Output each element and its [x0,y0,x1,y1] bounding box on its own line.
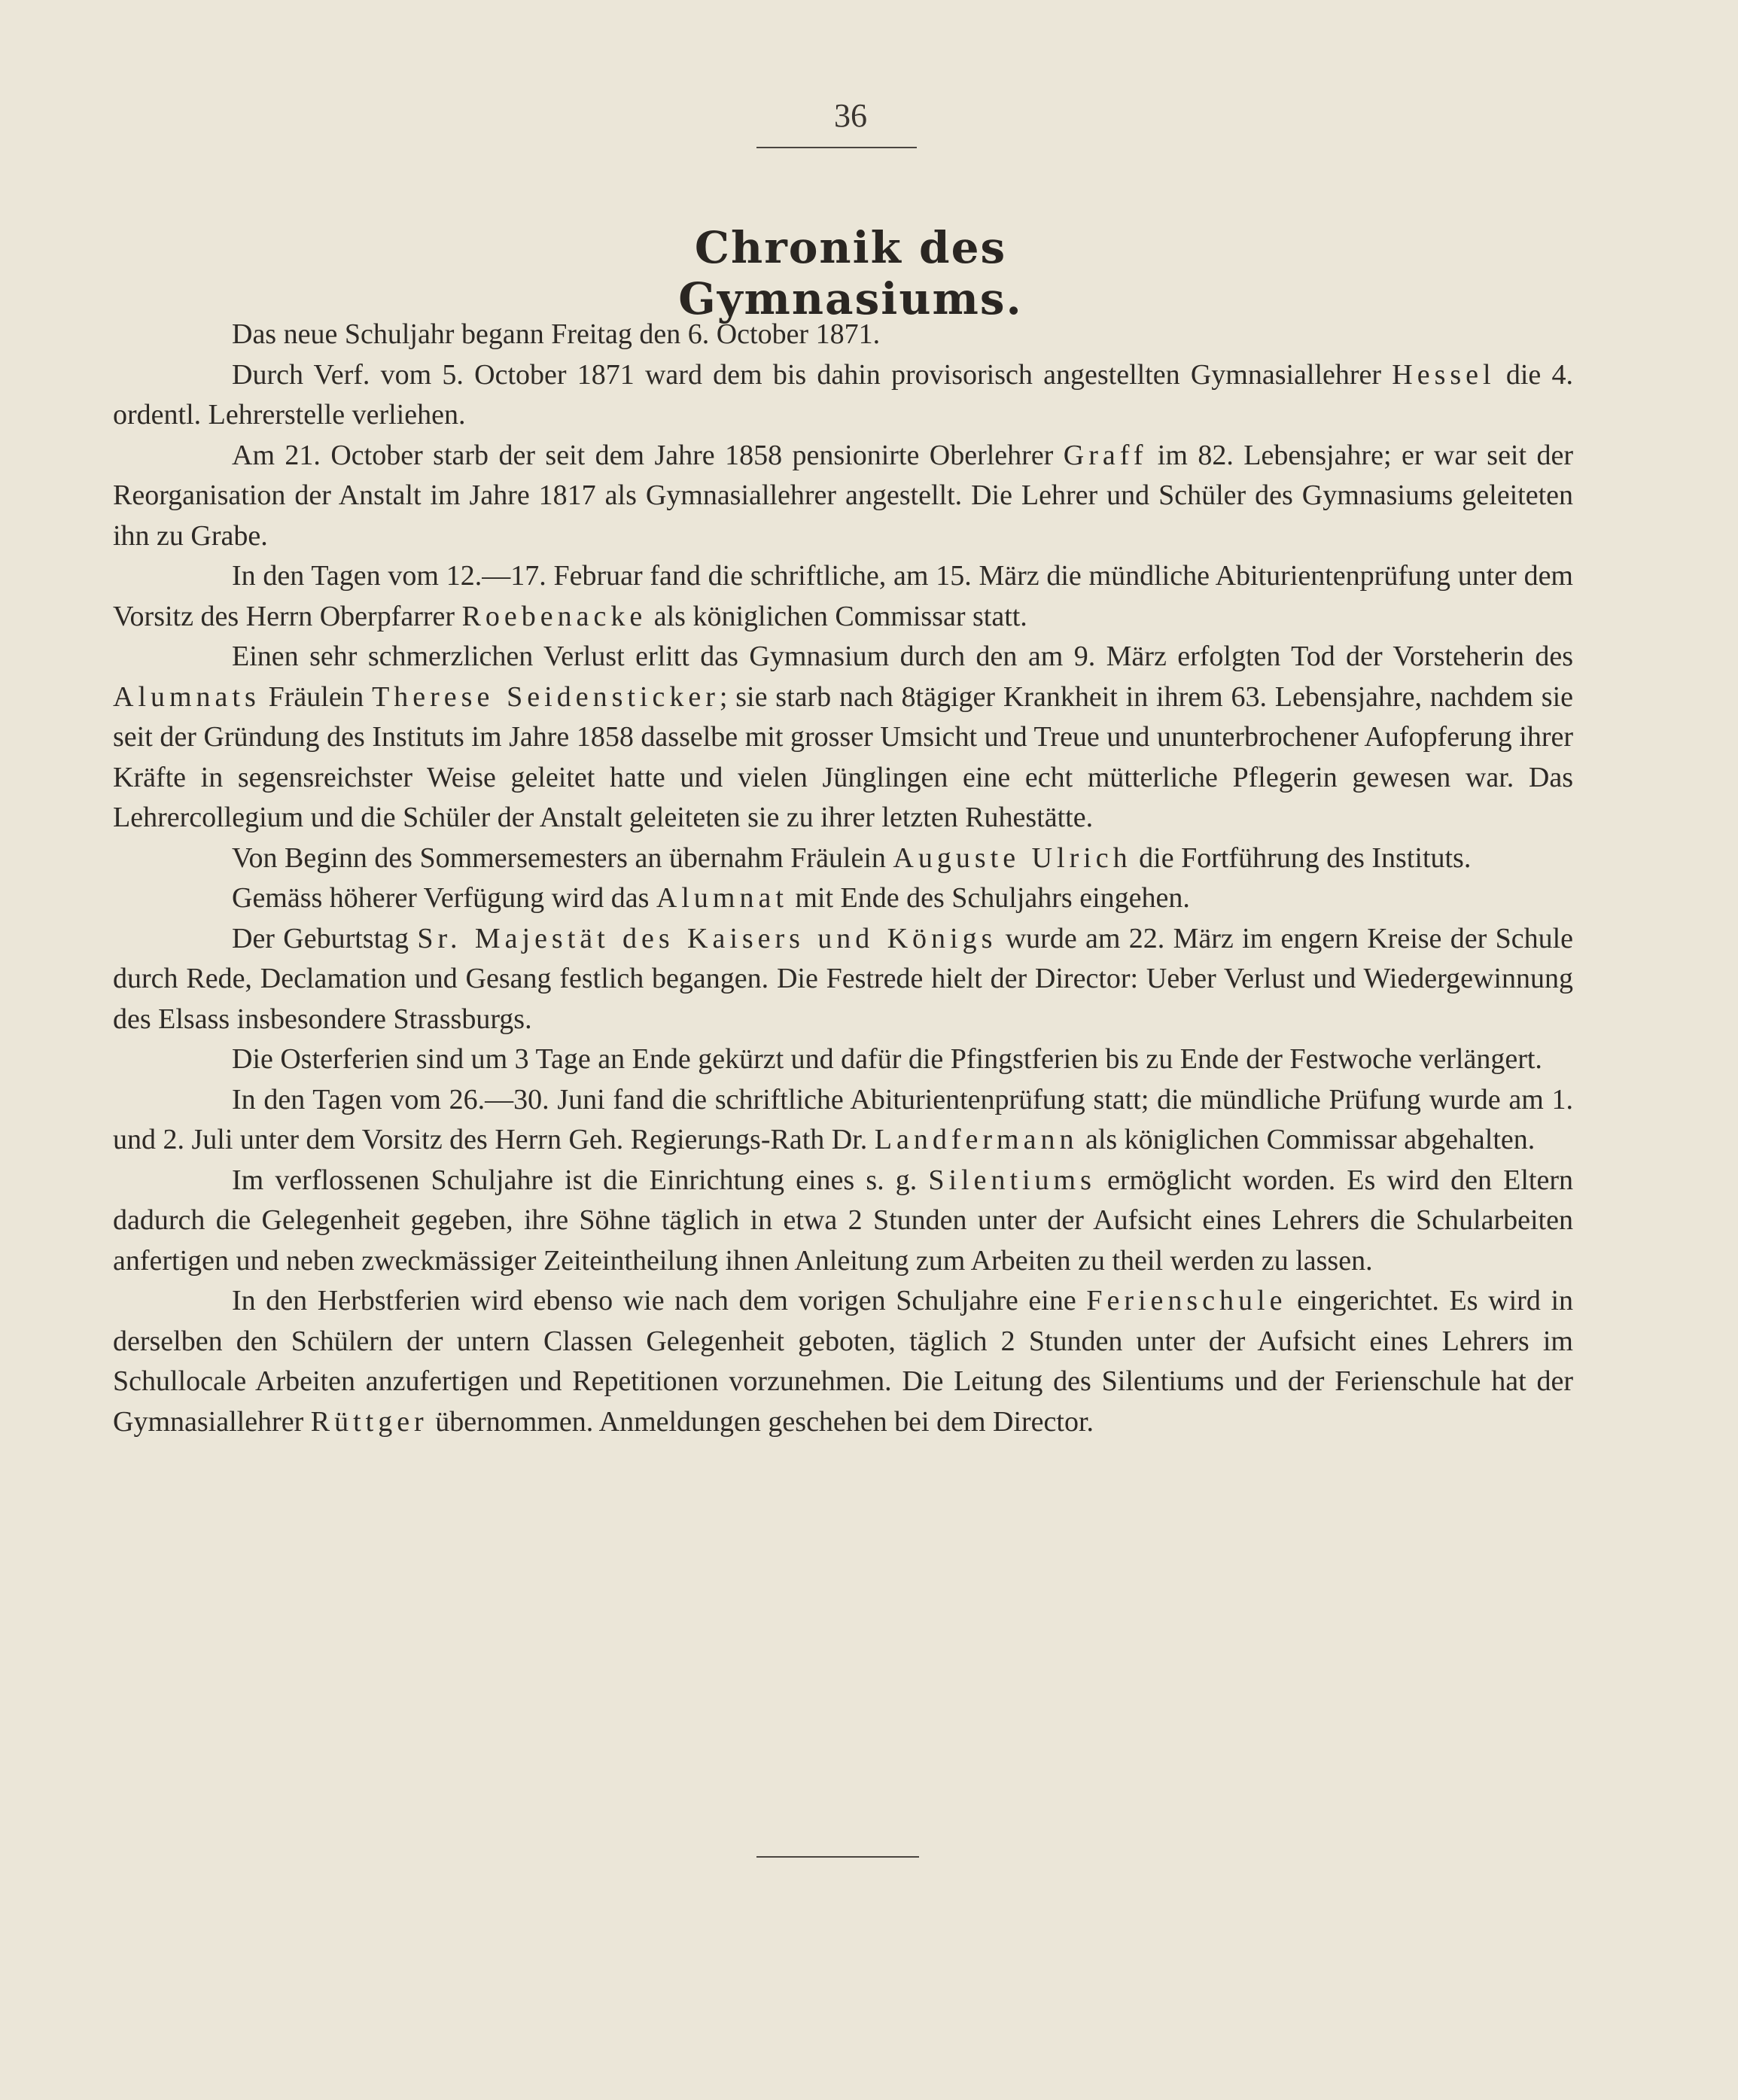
spaced-name: Ferienschule [1086,1285,1287,1316]
spaced-name: Alumnats [113,680,260,713]
spaced-name: Sr. Majestät des Kaisers und Königs [417,922,997,954]
chapter-title: Chronik des Gymnasiums. [678,222,1023,324]
paragraph: Das neue Schuljahr begann Freitag den 6. October 1871. [232,318,881,350]
spaced-name: Alumnat [656,882,788,914]
page-number: 36 [834,97,867,134]
spaced-name: Roebenacke [461,600,647,632]
spaced-name: Auguste Ulrich [893,842,1132,874]
paragraph: Gemäss höherer Verfügung wird das Alumnat mit Ende des Schuljahrs eingehen. [232,882,1190,914]
header-rule [756,147,917,148]
paragraph: Von Beginn des Sommersemesters an übernahm Fräulein Auguste Ulrich die Fortführung des Instituts. [232,842,1472,874]
paragraph: Einen sehr schmerzlichen Verlust erlitt das Gymnasium durch den am 9. März erfolgten Tod der Vorsteherin des Alumnats Fräulein Therese Seidensticker; sie starb nach 8tägiger Krankheit in ihrem 63. Lebensjahre, nachdem sie seit der Gründung des Instituts im Jahre 1858 dasselbe mit grosser Umsicht und Treue und ununterbrochener Aufopferung ihrer Kräfte in segensreichster Weise geleitet hatte und vielen Jünglingen eine echt mütterliche Pflegerin gewesen war. Das Lehrercollegium und die Schüler der Anstalt geleiteten sie zu ihrer letzten Ruhestätte. [113,641,1574,833]
paragraph: Der Geburtstag Sr. Majestät des Kaisers und Königs wurde am 22. März im engern Kreise der Schule durch Rede, Declamation und Gesang festlich begangen. Die Festrede hielt der Director: Ueber Verlust und Wiedergewinnung des Elsass insbesondere Strassburgs. [113,922,1573,1035]
spaced-name: Silentiums [928,1164,1096,1196]
paragraph: Am 21. October starb der seit dem Jahre 1858 pensionirte Oberlehrer Graff im 82. Lebensjahre; er war seit der Reorganisation der Anstalt im Jahre 1817 als Gymnasiallehrer angestellt. Die Lehrer und Schüler des Gymnasiums geleiteten ihn zu Grabe. [113,439,1573,552]
spaced-name: Graff [1063,439,1148,471]
paragraph: Die Osterferien sind um 3 Tage an Ende gekürzt und dafür die Pfingstferien bis zu Ende der Festwoche verlängert. [232,1043,1542,1075]
spaced-name: Therese Seidensticker [372,680,720,713]
paragraph: In den Tagen vom 12.—17. Februar fand die schriftliche, am 15. März die mündliche Abiturientenprüfung unter dem Vorsitz des Herrn Oberpfarrer Roebenacke als königlichen Commissar statt. [113,560,1573,632]
paragraph: In den Herbstferien wird ebenso wie nach dem vorigen Schuljahre eine Ferienschule eingerichtet. Es wird in derselben den Schülern der untern Classen Gelegenheit geboten, täglich 2 Stunden unter der Aufsicht eines Lehrers im Schullocale Arbeiten anzufertigen und Repetitionen vorzunehmen. Die Leitung des Silentiums und der Ferienschule hat der Gymnasiallehrer Rüttger übernommen. Anmeldungen geschehen bei dem Director. [113,1285,1574,1438]
paragraph: Im verflossenen Schuljahre ist die Einrichtung eines s. g. Silentiums ermöglicht worden. Es wird den Eltern dadurch die Gelegenheit gegeben, ihre Söhne täglich in etwa 2 Stunden unter der Aufsicht eines Lehrers die Schularbeiten anfertigen und neben zweckmässiger Zeiteintheilung ihnen Anleitung zum Arbeiten zu theil werden zu lassen. [113,1164,1573,1277]
footer-rule [756,1856,919,1858]
spaced-name: Hessel [1392,358,1496,391]
paragraph: Durch Verf. vom 5. October 1871 ward dem bis dahin provisorisch angestellten Gymnasiallehrer Hessel die 4. ordentl. Lehrerstelle verliehen. [113,358,1573,431]
paragraph: In den Tagen vom 26.—30. Juni fand die schriftliche Abiturientenprüfung statt; die mündliche Prüfung wurde am 1. und 2. Juli unter dem Vorsitz des Herrn Geh. Regierungs-Rath Dr. Landfermann als königlichen Commissar abgehalten. [113,1083,1573,1155]
spaced-name: Rüttger [310,1405,428,1438]
body-text [113,315,1573,1442]
spaced-name: Landfermann [874,1124,1079,1155]
